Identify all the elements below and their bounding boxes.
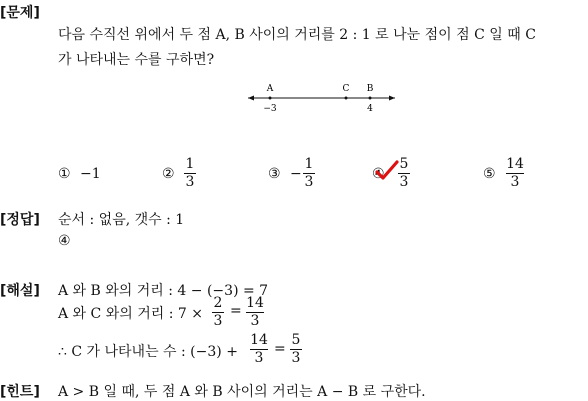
section-hint: [힌트] [0, 384, 40, 400]
point-c-label: C [342, 84, 350, 94]
choice-2-numerator: 1 [185, 156, 195, 172]
choice-3-mark[interactable]: ③ [268, 166, 281, 182]
number-line-left-arrow [248, 96, 254, 101]
denominator: 3 [213, 313, 223, 329]
choice-4-mark[interactable]: ④ [372, 166, 385, 182]
explanation-line-2-fraction-2 [246, 296, 264, 328]
choice-5-denominator: 3 [510, 174, 520, 190]
point-a-value: −3 [263, 104, 277, 114]
choice-3-fraction[interactable] [303, 157, 315, 189]
choice-4-numerator: 5 [399, 156, 409, 172]
choice-4-denominator: 3 [399, 174, 409, 190]
problem-line-2: 가 나타내는 수를 구하면? [58, 52, 215, 68]
hint-text: A > B 일 때, 두 점 A 와 B 사이의 거리는 A − B 로 구한다. [58, 384, 426, 400]
explanation-line-3-prefix: ∴ C 가 나타내는 수 : (−3) + [58, 344, 238, 360]
denominator: 3 [250, 313, 260, 329]
explanation-line-3-fraction-2 [290, 333, 302, 365]
numerator: 14 [246, 295, 264, 311]
section-answer: [정답] [0, 212, 40, 228]
explanation-line-3-fraction-1 [250, 333, 268, 365]
numerator: 14 [250, 332, 268, 348]
choice-3-numerator: 1 [304, 156, 314, 172]
point-a-label: A [266, 84, 274, 94]
explanation-line-2-equals: = [230, 303, 242, 319]
choice-1-text[interactable]: −1 [80, 166, 101, 182]
section-explanation: [해설] [0, 283, 40, 299]
choice-5-fraction[interactable] [506, 157, 524, 189]
choice-2-denominator: 3 [185, 174, 195, 190]
explanation-line-3-equals: = [274, 341, 286, 357]
numerator: 5 [291, 332, 301, 348]
answer-choice: ④ [58, 233, 71, 249]
point-b-label: B [366, 84, 374, 94]
explanation-line-2-fraction-1 [212, 296, 224, 328]
explanation-line-2-prefix: A 와 C 와의 거리 : 7 × [58, 306, 203, 322]
choice-3-sign[interactable]: − [290, 166, 302, 182]
section-problem: [문제] [0, 5, 40, 21]
choice-2-fraction[interactable] [184, 157, 196, 189]
numerator: 2 [213, 295, 223, 311]
choice-3-denominator: 3 [304, 174, 314, 190]
choice-5-numerator: 14 [506, 156, 524, 172]
explanation-line-1: A 와 B 와의 거리 : 4 − (−3) = 7 [58, 283, 269, 299]
choice-5-mark[interactable]: ⑤ [483, 166, 496, 182]
point-b-dot [369, 97, 372, 100]
problem-line-1: 다음 수직선 위에서 두 점 A, B 사이의 거리를 2 : 1 로 나눈 점이 점 C 일 때 C [58, 27, 536, 43]
choice-1-mark[interactable]: ① [58, 166, 71, 182]
number-line [240, 80, 410, 116]
point-b-value: 4 [367, 104, 373, 114]
point-c-dot [345, 97, 348, 100]
point-a-dot [269, 97, 272, 100]
checkmark-icon [375, 160, 399, 182]
choice-4-fraction[interactable] [398, 157, 410, 189]
number-line-right-arrow [389, 96, 395, 101]
denominator: 3 [254, 350, 264, 366]
answer-order-line: 순서 : 없음, 갯수 : 1 [58, 212, 185, 228]
denominator: 3 [291, 350, 301, 366]
choice-2-mark[interactable]: ② [162, 166, 175, 182]
